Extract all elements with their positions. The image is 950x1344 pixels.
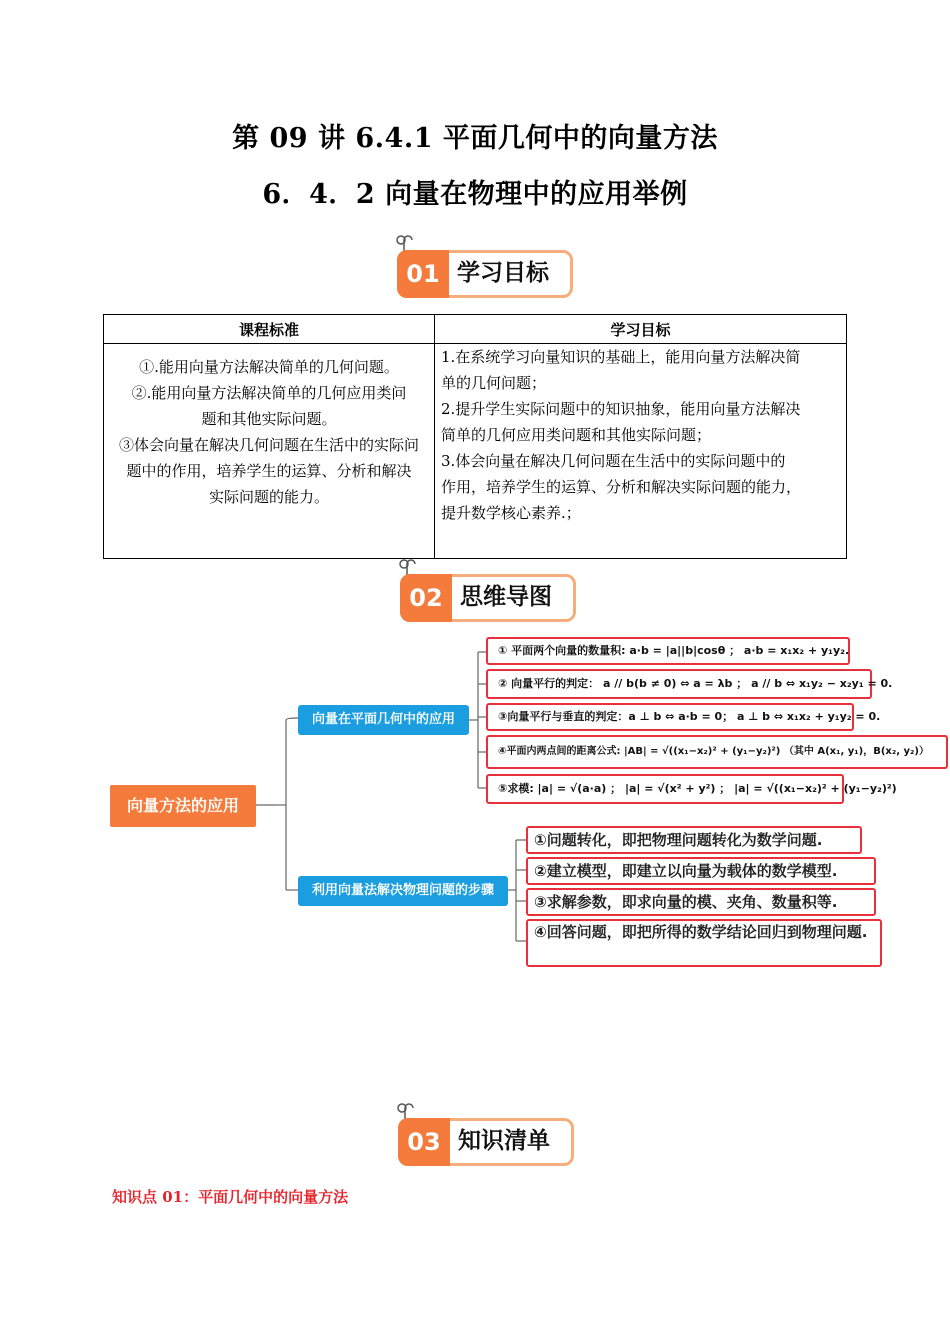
objective-line: 3.体会向量在解决几何问题在生活中的实际问题中的 [441,452,786,470]
title-line-1: 第 09 讲 6.4.1 平面几何中的向量方法 [232,123,718,154]
objective-line: 提升数学核心素养.； [441,504,581,522]
leaf-magnitude: ⑤求模: |a| = √(a·a) ； |a| = √(x² + y²) ； |a| = √((x₁−x₂)² + (y₁−y₂)²) [486,774,844,804]
standard-line: 题和其他实际问题。 [201,410,337,428]
leaf-parallel: ② 向量平行的判定： a // b(b ≠ 0) ⇔ a = λb ； a // b ⇔ x₁y₂ − x₂y₁ = 0. [486,669,872,699]
badge-label: 学习目标 [457,260,549,286]
objective-line: 单的几何问题； [441,374,547,392]
objective-line: 简单的几何应用类问题和其他实际问题； [441,426,712,444]
leaf-perpendicular: ③向量平行与垂直的判定：a ⊥ b ⇔ a·b = 0； a ⊥ b ⇔ x₁x₂ + y₁y₂ = 0. [486,703,854,731]
badge-label: 思维导图 [460,584,552,610]
section-badge-03 [396,1102,581,1172]
mindmap-branch-geometry: 向量在平面几何中的应用 [298,705,469,735]
objective-line: 1.在系统学习向量知识的基础上，能用向量方法解决简 [441,348,801,366]
standard-line: ①.能用向量方法解决简单的几何问题。 [139,358,399,376]
badge-number: 02 [400,574,452,622]
title-line-2: 6．4．2 向量在物理中的应用举例 [262,179,688,210]
leaf-distance: ④平面内两点间的距离公式: |AB| = √((x₁−x₂)² + (y₁−y₂)²) （其中 A(x₁, y₁)，B(x₂, y₂)） [486,735,948,769]
standard-line: ③体会向量在解决几何问题在生活中的实际问 [118,436,419,454]
objective-line: 作用，培养学生的运算、分析和解决实际问题的能力， [441,478,802,496]
leaf-dot-product: ① 平面两个向量的数量积: a·b = |a||b|cosθ ； a·b = x₁x₂ + y₁y₂. [486,637,850,665]
knowledge-point-heading: 知识点 01：平面几何中的向量方法 [112,1188,349,1206]
objective-line: 2.提升学生实际问题中的知识抽象，能用向量方法解决 [441,400,801,418]
standard-line: 题中的作用，培养学生的运算、分析和解决 [126,462,412,480]
step-2: ②建立模型，即建立以向量为载体的数学模型. [526,857,876,885]
step-3: ③求解参数，即求向量的模、夹角、数量积等. [526,888,876,916]
badge-number: 01 [397,250,449,298]
header-learning-objective: 学习目标 [435,315,847,344]
badge-label: 知识清单 [458,1128,550,1154]
badge-number: 03 [398,1118,450,1166]
standard-line: 实际问题的能力。 [208,488,329,506]
step-1: ①问题转化，即把物理问题转化为数学问题. [526,826,862,854]
step-4: ④回答问题，即把所得的数学结论回归到物理问题. [526,919,882,967]
mindmap-branch-physics: 利用向量法解决物理问题的步骤 [298,876,508,906]
header-curriculum-standard: 课程标准 [104,315,435,344]
mindmap-root: 向量方法的应用 [110,785,256,827]
standard-line: ②.能用向量方法解决简单的几何应用类问 [131,384,407,402]
